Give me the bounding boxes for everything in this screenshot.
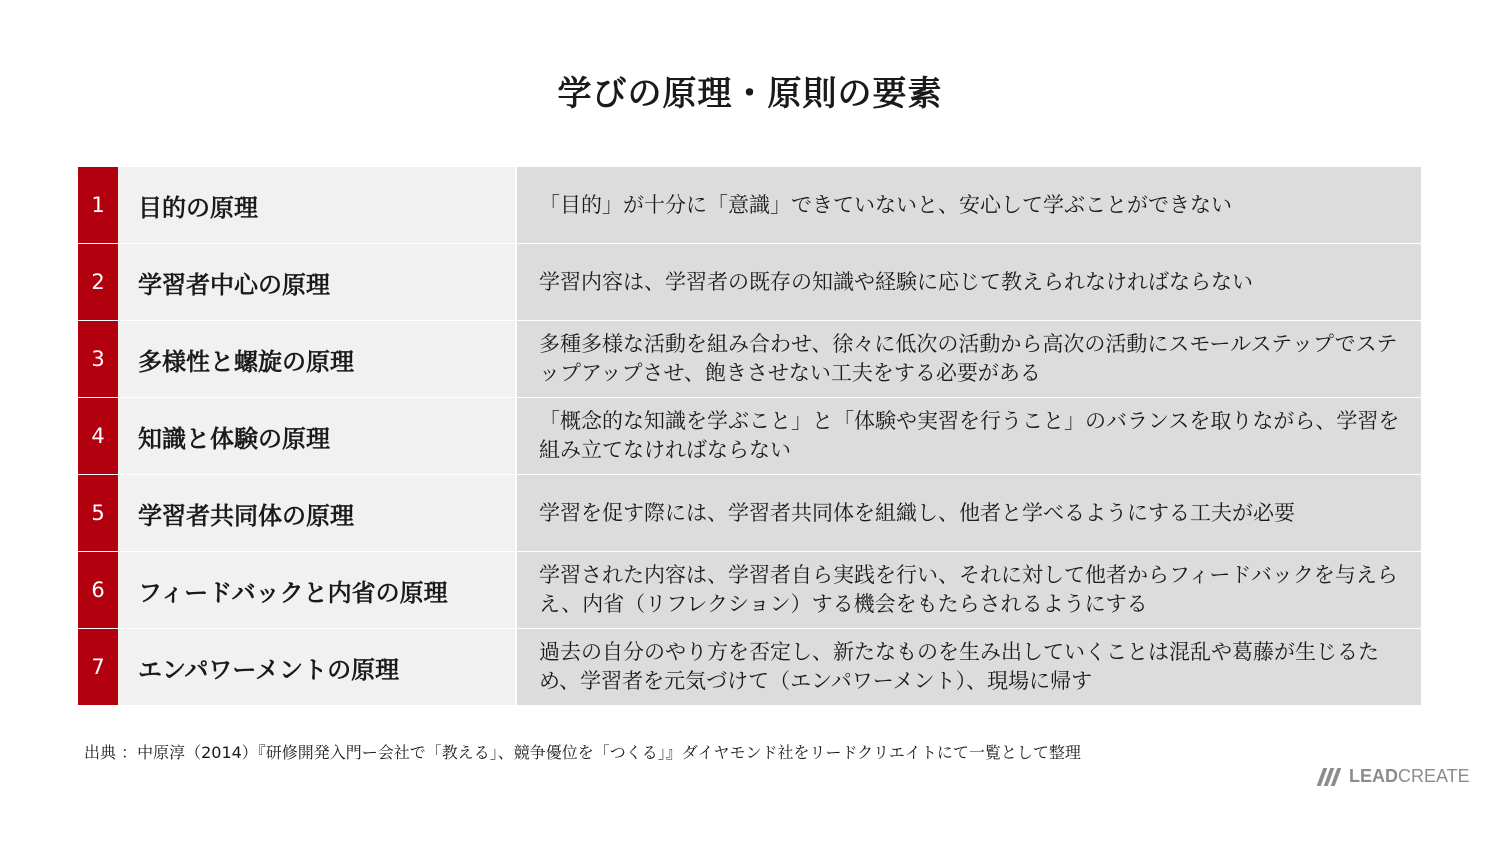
principle-description: 学習を促す際には、学習者共同体を組織し、他者と学べるようにする工夫が必要 bbox=[517, 475, 1421, 551]
table-row bbox=[78, 629, 1421, 705]
table-row bbox=[78, 552, 1421, 628]
principle-name: フィードバックと内省の原理 bbox=[118, 552, 515, 628]
logo-text-lead: LEAD bbox=[1349, 766, 1398, 786]
table-row bbox=[78, 398, 1421, 474]
leadcreate-logo bbox=[1320, 766, 1470, 787]
principles-table bbox=[78, 167, 1421, 706]
principle-description: 「目的」が十分に「意識」できていないと、安心して学ぶことができない bbox=[517, 167, 1421, 243]
principle-name: エンパワーメントの原理 bbox=[118, 629, 515, 705]
principle-description: 学習された内容は、学習者自ら実践を行い、それに対して他者からフィードバックを与えらえ、内省（リフレクション）する機会をもたらされるようにする bbox=[517, 552, 1421, 628]
row-number: 1 bbox=[78, 167, 118, 243]
row-number: 6 bbox=[78, 552, 118, 628]
table-row bbox=[78, 244, 1421, 320]
principle-name: 目的の原理 bbox=[118, 167, 515, 243]
source-citation: 出典 ：中原淳（2014）『研修開発入門ー会社で「教える」、競争優位を「つくる」』ダイヤモンド社をリードクリエイトにて一覧として整理 bbox=[84, 743, 1081, 762]
principle-name: 学習者中心の原理 bbox=[118, 244, 515, 320]
principle-name: 学習者共同体の原理 bbox=[118, 475, 515, 551]
principle-name: 多様性と螺旋の原理 bbox=[118, 321, 515, 397]
principle-description: 「概念的な知識を学ぶこと」と「体験や実習を行うこと」のバランスを取りながら、学習を組み立てなければならない bbox=[517, 398, 1421, 474]
slash-logo-icon bbox=[1320, 768, 1341, 786]
table-row bbox=[78, 475, 1421, 551]
row-number: 4 bbox=[78, 398, 118, 474]
row-number: 7 bbox=[78, 629, 118, 705]
page-title: 学びの原理・原則の要素 bbox=[557, 74, 943, 114]
row-number: 2 bbox=[78, 244, 118, 320]
row-number: 5 bbox=[78, 475, 118, 551]
principle-description: 多種多様な活動を組み合わせ、徐々に低次の活動から高次の活動にスモールステップでステップアップさせ、飽きさせない工夫をする必要がある bbox=[517, 321, 1421, 397]
principle-description: 過去の自分のやり方を否定し、新たなものを生み出していくことは混乱や葛藤が生じるため、学習者を元気づけて（エンパワーメント）、現場に帰す bbox=[517, 629, 1421, 705]
table-row bbox=[78, 167, 1421, 243]
table-row bbox=[78, 321, 1421, 397]
row-number: 3 bbox=[78, 321, 118, 397]
principle-name: 知識と体験の原理 bbox=[118, 398, 515, 474]
logo-text-create: CREATE bbox=[1398, 766, 1470, 786]
principle-description: 学習内容は、学習者の既存の知識や経験に応じて教えられなければならない bbox=[517, 244, 1421, 320]
